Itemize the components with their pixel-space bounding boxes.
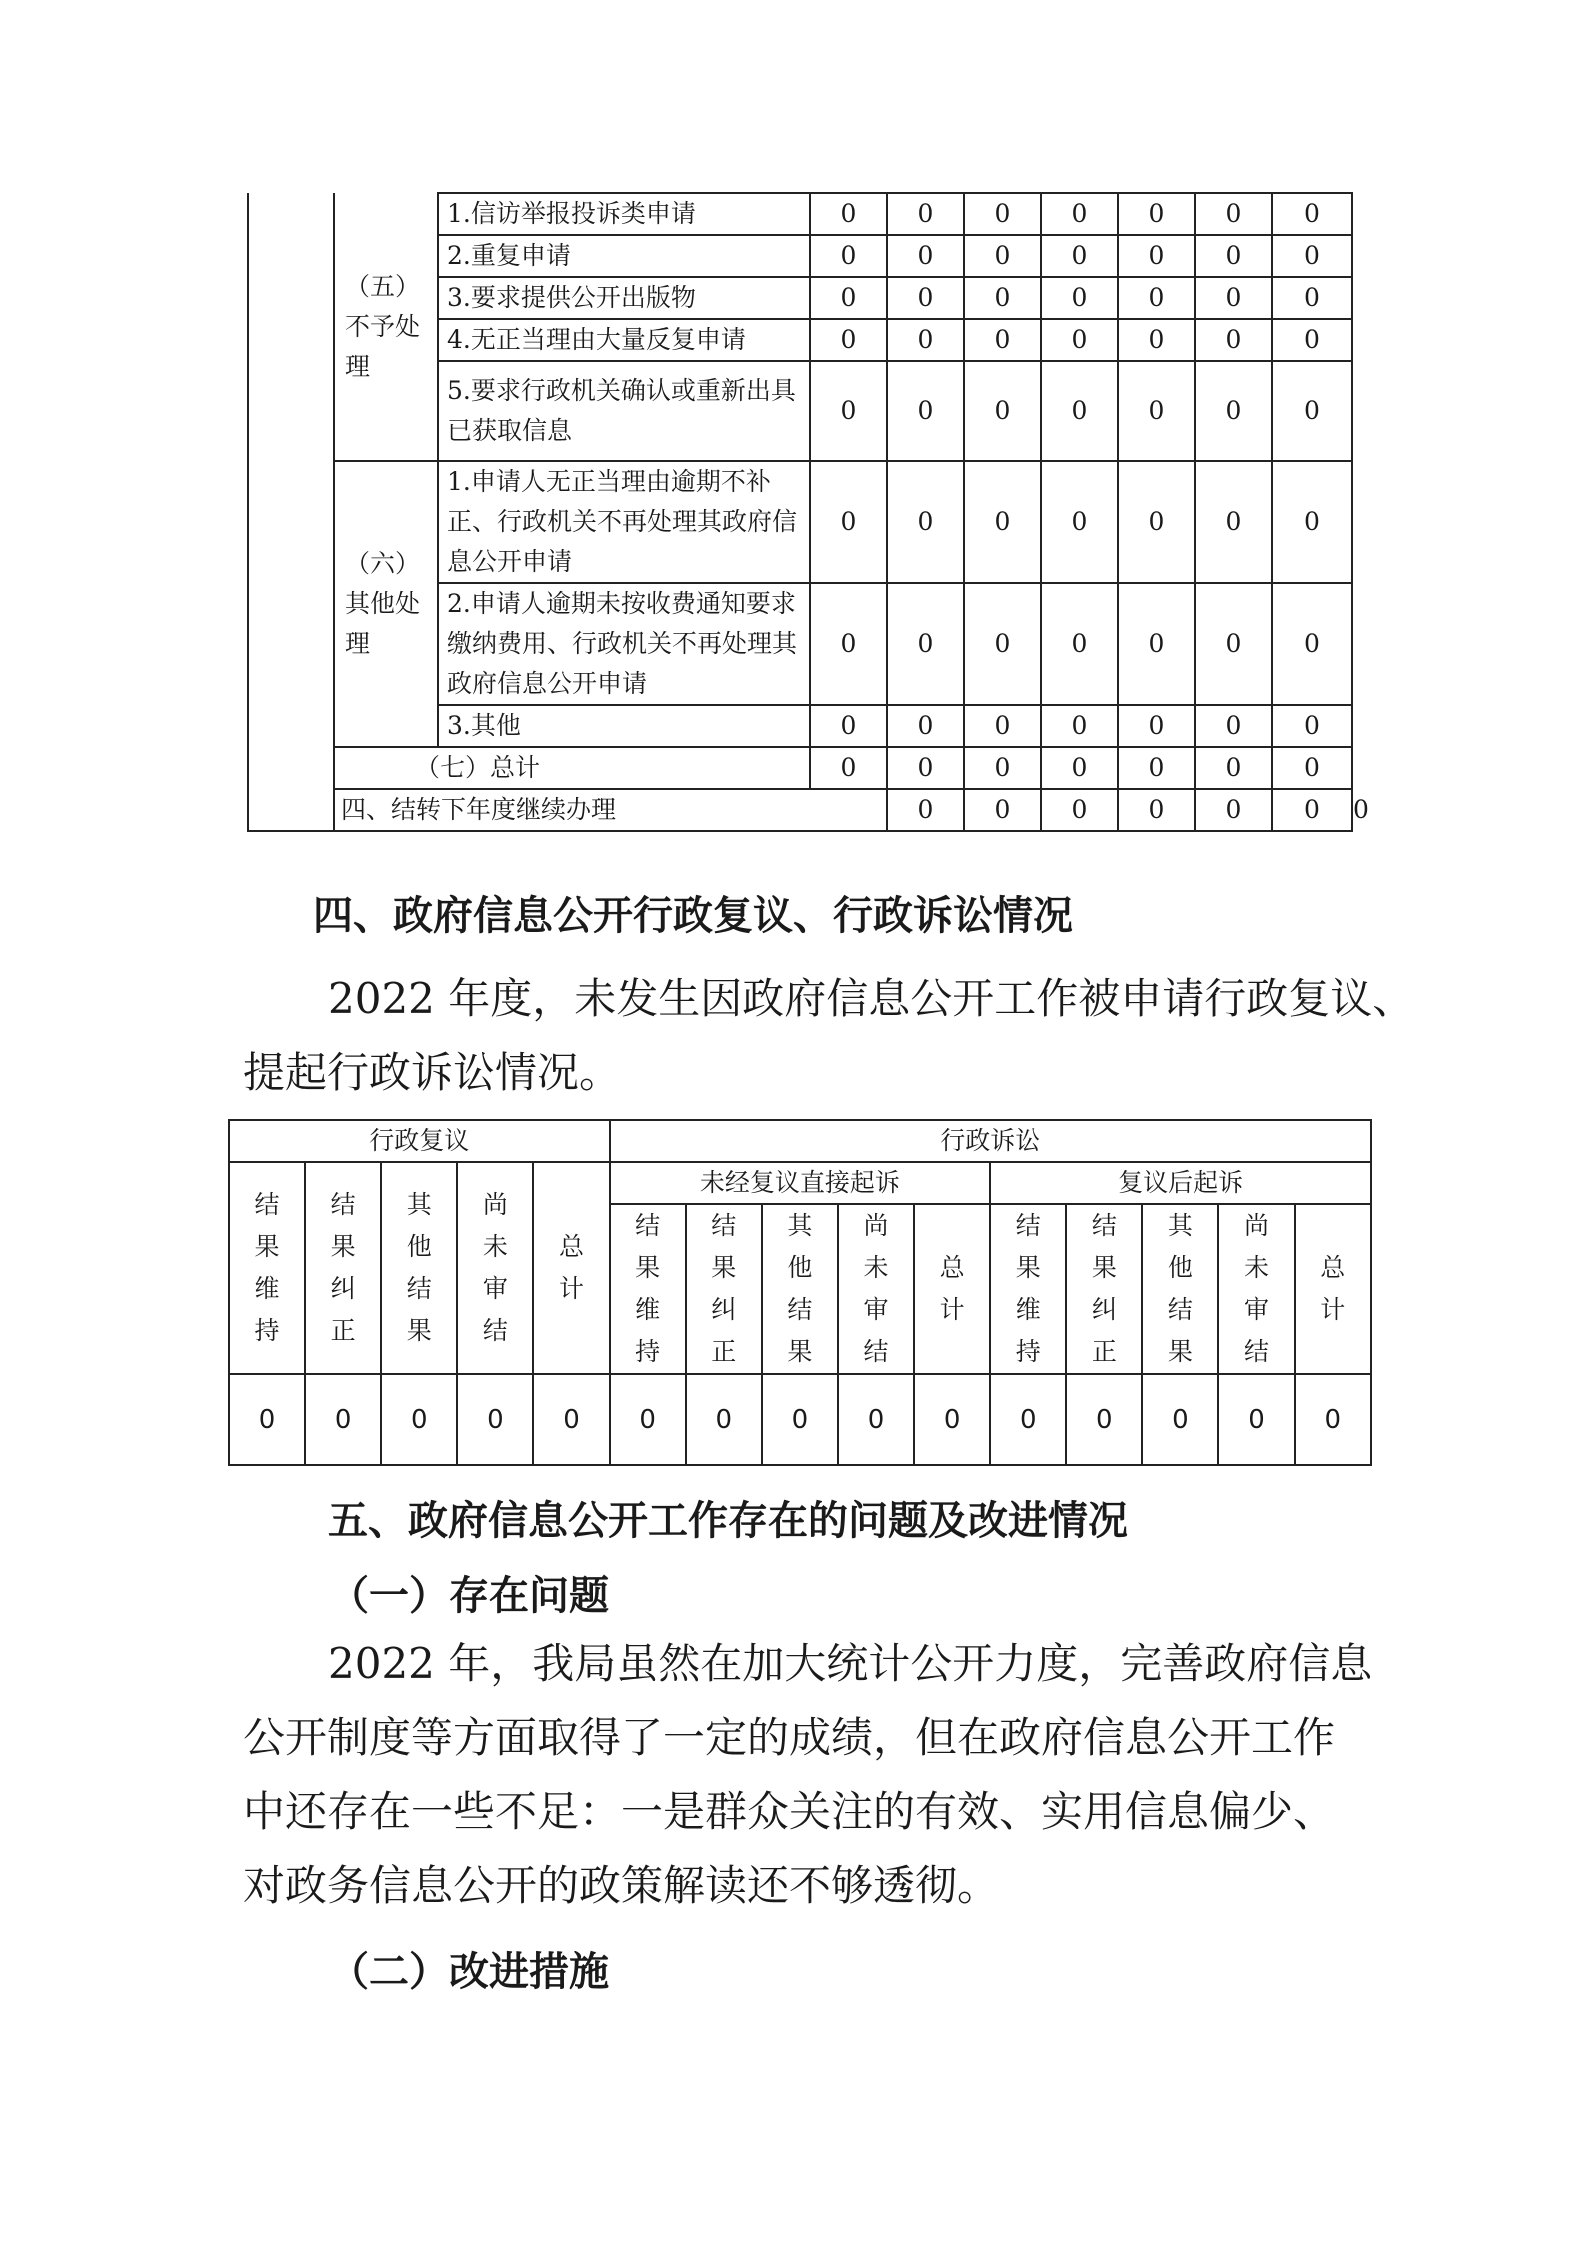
review-litigation-table bbox=[228, 1119, 1372, 1466]
value-cell: 0 bbox=[964, 705, 1041, 747]
column-header bbox=[381, 1162, 457, 1374]
column-header-char: 结 bbox=[635, 1211, 661, 1240]
value-cell: 0 bbox=[810, 461, 887, 583]
column-header-char: 总 bbox=[939, 1253, 965, 1282]
column-header-char: 结 bbox=[787, 1295, 813, 1324]
item-label: 1.信访举报投诉类申请 bbox=[438, 193, 810, 235]
section-4-heading: 四、政府信息公开行政复议、行政诉讼情况 bbox=[313, 893, 1073, 939]
item-label bbox=[438, 461, 810, 583]
column-header-char: 未 bbox=[1244, 1253, 1270, 1282]
value-cell: 0 bbox=[887, 235, 964, 277]
carry-over-label: 四、结转下年度继续办理 bbox=[334, 789, 887, 831]
value-cell: 0 bbox=[1272, 235, 1352, 277]
value-cell: 0 bbox=[1272, 319, 1352, 361]
column-header-char: 尚 bbox=[863, 1211, 889, 1240]
value-cell: 0 bbox=[457, 1374, 533, 1465]
value-cell: 0 bbox=[1195, 235, 1272, 277]
column-header-char: 计 bbox=[559, 1274, 585, 1303]
column-header-char: 果 bbox=[787, 1337, 813, 1366]
value-cell: 0 bbox=[914, 1374, 990, 1465]
column-header-char: 果 bbox=[635, 1253, 661, 1282]
value-cell: 0 bbox=[1118, 361, 1195, 461]
column-header-char: 结 bbox=[1015, 1211, 1041, 1240]
value-cell: 0 bbox=[1195, 583, 1272, 705]
value-cell: 0 bbox=[887, 705, 964, 747]
column-header-char: 果 bbox=[254, 1232, 280, 1261]
item-label bbox=[438, 361, 810, 461]
value-cell: 0 bbox=[1041, 319, 1118, 361]
table-row bbox=[248, 461, 1352, 583]
value-cell: 0 bbox=[964, 193, 1041, 235]
value-cell: 0 bbox=[964, 583, 1041, 705]
category-label-line: 其他处 bbox=[345, 589, 421, 618]
item-label-line: 2.申请人逾期未按收费通知 bbox=[447, 589, 746, 618]
header-review: 行政复议 bbox=[229, 1120, 610, 1162]
value-cell: 0 bbox=[1272, 705, 1352, 747]
para-line: 2022 年度，未发生因政府信息公开工作被申请行政复议、 bbox=[328, 974, 1415, 1023]
subheading-improvements: （二）改进措施 bbox=[329, 1949, 609, 1995]
column-header-char: 尚 bbox=[1244, 1211, 1270, 1240]
value-cell: 0 bbox=[1118, 277, 1195, 319]
item-label-line: 处理其政府信息公开申请 bbox=[447, 629, 798, 698]
subheading-problems: （一）存在问题 bbox=[329, 1573, 609, 1619]
column-header-char: 结 bbox=[1167, 1295, 1193, 1324]
para-line: 提起行政诉讼情况。 bbox=[243, 1048, 622, 1097]
value-cell: 0 bbox=[810, 705, 887, 747]
column-header bbox=[1295, 1204, 1371, 1374]
column-header bbox=[610, 1204, 686, 1374]
section-5-heading: 五、政府信息公开工作存在的问题及改进情况 bbox=[328, 1498, 1128, 1544]
value-cell: 0 bbox=[887, 361, 964, 461]
value-cell: 0 bbox=[1272, 747, 1352, 789]
column-header-char: 其 bbox=[406, 1190, 432, 1219]
category-label bbox=[334, 461, 438, 747]
column-header bbox=[762, 1204, 838, 1374]
value-cell: 0 bbox=[964, 747, 1041, 789]
value-cell: 0 bbox=[1195, 461, 1272, 583]
column-header-char: 他 bbox=[1167, 1253, 1193, 1282]
column-header bbox=[838, 1204, 914, 1374]
column-header-char: 结 bbox=[711, 1211, 737, 1240]
column-header-char: 纠 bbox=[330, 1274, 356, 1303]
value-cell: 0 bbox=[1195, 747, 1272, 789]
para-line: 对政务信息公开的政策解读还不够透彻。 bbox=[243, 1861, 1000, 1910]
column-header bbox=[990, 1204, 1066, 1374]
column-header-char: 总 bbox=[1320, 1253, 1346, 1282]
value-cell: 0 bbox=[810, 747, 887, 789]
column-header bbox=[686, 1204, 762, 1374]
column-header-char: 结 bbox=[254, 1190, 280, 1219]
item-label-line: 要求缴纳费用、行政机关不再 bbox=[447, 589, 796, 658]
column-header-char: 结 bbox=[330, 1190, 356, 1219]
column-header-char: 果 bbox=[330, 1232, 356, 1261]
total-label: （七）总计 bbox=[334, 747, 810, 789]
column-header-char: 结 bbox=[1244, 1337, 1270, 1366]
value-cell: 0 bbox=[1041, 747, 1118, 789]
column-header-char: 维 bbox=[635, 1295, 661, 1324]
processing-results-table bbox=[247, 192, 1369, 832]
value-cell: 0 bbox=[1195, 193, 1272, 235]
value-cell: 0 bbox=[1272, 361, 1352, 461]
value-cell: 0 bbox=[1118, 193, 1195, 235]
value-cell: 0 bbox=[610, 1374, 686, 1465]
value-cell: 0 bbox=[1272, 193, 1352, 235]
column-header-char: 持 bbox=[254, 1316, 280, 1345]
value-cell: 0 bbox=[964, 277, 1041, 319]
header-direct-suit: 未经复议直接起诉 bbox=[610, 1162, 991, 1204]
column-header-char: 审 bbox=[482, 1274, 508, 1303]
value-cell: 0 bbox=[810, 277, 887, 319]
value-cell: 0 bbox=[1195, 361, 1272, 461]
column-header-char: 果 bbox=[1015, 1253, 1041, 1282]
column-header-char: 未 bbox=[482, 1232, 508, 1261]
value-cell: 0 bbox=[1218, 1374, 1294, 1465]
value-cell: 0 bbox=[1041, 235, 1118, 277]
category-label-line: 不予处 bbox=[345, 311, 421, 341]
item-label-line: 5.要求行政机关确认或重新 bbox=[447, 376, 746, 405]
value-cell: 0 bbox=[1118, 235, 1195, 277]
section-4-paragraph bbox=[243, 962, 1493, 1110]
column-header-char: 计 bbox=[939, 1295, 965, 1324]
item-label bbox=[438, 583, 810, 705]
value-cell: 0 bbox=[810, 193, 887, 235]
para-line: 公开制度等方面取得了一定的成绩，但在政府信息公开工作 bbox=[243, 1713, 1336, 1762]
column-header-char: 尚 bbox=[482, 1190, 508, 1219]
column-header bbox=[533, 1162, 609, 1374]
value-cell: 0 bbox=[1195, 319, 1272, 361]
column-header-char: 果 bbox=[1167, 1337, 1193, 1366]
value-cell: 0 bbox=[964, 789, 1041, 831]
value-cell: 0 bbox=[1272, 277, 1352, 319]
column-header-char: 总 bbox=[559, 1232, 585, 1261]
column-header-char: 维 bbox=[1015, 1295, 1041, 1324]
value-cell: 0 bbox=[990, 1374, 1066, 1465]
column-header-char: 其 bbox=[1167, 1211, 1193, 1240]
value-cell: 0 bbox=[1295, 1374, 1371, 1465]
table-row bbox=[248, 747, 1352, 789]
value-cell: 0 bbox=[1272, 461, 1352, 583]
header-suit-after-review: 复议后起诉 bbox=[990, 1162, 1371, 1204]
value-cell: 0 bbox=[887, 789, 964, 831]
para-line: 中还存在一些不足：一是群众关注的有效、实用信息偏少、 bbox=[243, 1787, 1336, 1836]
value-cell: 0 bbox=[305, 1374, 381, 1465]
value-cell: 0 bbox=[1195, 705, 1272, 747]
column-header-char: 正 bbox=[711, 1337, 737, 1366]
item-label: 4.无正当理由大量反复申请 bbox=[438, 319, 810, 361]
table-row: 四、结转下年度继续办理 0 0 0 0 0 0 0 bbox=[248, 789, 1352, 831]
column-header bbox=[1066, 1204, 1142, 1374]
section-5-paragraph bbox=[243, 1627, 1493, 1923]
outer-blank-cell bbox=[248, 193, 334, 831]
column-header-char: 结 bbox=[863, 1337, 889, 1366]
item-label: 2.重复申请 bbox=[438, 235, 810, 277]
value-cell: 0 bbox=[1041, 583, 1118, 705]
column-header-char: 其 bbox=[787, 1211, 813, 1240]
column-header-char: 未 bbox=[863, 1253, 889, 1282]
column-header bbox=[914, 1204, 990, 1374]
column-header bbox=[1142, 1204, 1218, 1374]
table-header-row bbox=[229, 1120, 1371, 1162]
category-label bbox=[334, 193, 438, 461]
item-label-line: 府信息公开申请 bbox=[447, 507, 798, 576]
value-cell: 0 bbox=[1195, 277, 1272, 319]
para-line: 2022 年，我局虽然在加大统计公开力度，完善政府信息 bbox=[328, 1639, 1373, 1688]
value-cell: 0 bbox=[381, 1374, 457, 1465]
column-header-char: 审 bbox=[863, 1295, 889, 1324]
value-cell: 0 bbox=[887, 319, 964, 361]
item-label-line: 1.申请人无正当理由逾期不 bbox=[447, 467, 746, 496]
column-header-char: 正 bbox=[1091, 1337, 1117, 1366]
column-header bbox=[1218, 1204, 1294, 1374]
value-cell: 0 bbox=[810, 361, 887, 461]
column-header-char: 纠 bbox=[711, 1295, 737, 1324]
column-header-char: 果 bbox=[711, 1253, 737, 1282]
value-cell: 0 bbox=[810, 319, 887, 361]
table-header-row bbox=[229, 1162, 1371, 1204]
column-header-char: 维 bbox=[254, 1274, 280, 1303]
value-cell: 0 bbox=[1118, 583, 1195, 705]
column-header bbox=[229, 1162, 305, 1374]
value-cell: 0 bbox=[1118, 705, 1195, 747]
value-cell: 0 bbox=[229, 1374, 305, 1465]
value-cell: 0 bbox=[1041, 277, 1118, 319]
value-cell: 0 bbox=[838, 1374, 914, 1465]
value-cell: 0 bbox=[887, 193, 964, 235]
column-header-char: 审 bbox=[1244, 1295, 1270, 1324]
value-cell: 0 bbox=[1118, 789, 1195, 831]
value-cell: 0 bbox=[1142, 1374, 1218, 1465]
value-cell: 0 bbox=[1041, 705, 1118, 747]
column-header-char: 结 bbox=[1091, 1211, 1117, 1240]
value-cell: 0 bbox=[1041, 789, 1118, 831]
value-cell: 0 bbox=[810, 583, 887, 705]
value-cell: 0 bbox=[810, 235, 887, 277]
column-header-char: 计 bbox=[1320, 1295, 1346, 1324]
column-header-char: 果 bbox=[1091, 1253, 1117, 1282]
value-cell: 0 bbox=[1118, 747, 1195, 789]
item-label-line: 出具已获取信息 bbox=[447, 376, 796, 445]
value-cell: 0 bbox=[964, 319, 1041, 361]
column-header-char: 他 bbox=[787, 1253, 813, 1282]
value-cell: 0 bbox=[887, 747, 964, 789]
column-header-char: 正 bbox=[330, 1316, 356, 1345]
category-label-line: 理 bbox=[345, 629, 371, 658]
value-cell: 0 bbox=[1041, 361, 1118, 461]
value-cell: 0 bbox=[686, 1374, 762, 1465]
value-cell: 0 bbox=[533, 1374, 609, 1465]
column-header-char: 持 bbox=[635, 1337, 661, 1366]
value-cell: 0 bbox=[1272, 789, 1352, 831]
value-cell: 0 bbox=[1272, 583, 1352, 705]
category-label-line: （五） bbox=[345, 271, 421, 301]
column-header-char: 果 bbox=[406, 1316, 432, 1345]
item-label: 3.要求提供公开出版物 bbox=[438, 277, 810, 319]
value-cell: 0 bbox=[964, 461, 1041, 583]
column-header-char: 纠 bbox=[1091, 1295, 1117, 1324]
value-cell: 0 bbox=[964, 235, 1041, 277]
header-litigation: 行政诉讼 bbox=[610, 1120, 1371, 1162]
column-header-char: 结 bbox=[482, 1316, 508, 1345]
value-cell: 0 bbox=[762, 1374, 838, 1465]
value-cell: 0 bbox=[887, 583, 964, 705]
table-row bbox=[248, 193, 1352, 235]
column-header bbox=[305, 1162, 381, 1374]
table-row bbox=[229, 1374, 1371, 1465]
column-header-char: 他 bbox=[406, 1232, 432, 1261]
value-cell: 0 bbox=[887, 461, 964, 583]
value-cell: 0 bbox=[1041, 461, 1118, 583]
value-cell: 0 bbox=[1118, 319, 1195, 361]
value-cell: 0 bbox=[964, 361, 1041, 461]
item-label: 3.其他 bbox=[438, 705, 810, 747]
category-label-line: （六） bbox=[345, 549, 421, 578]
value-cell: 0 bbox=[1041, 193, 1118, 235]
category-label-line: 理 bbox=[345, 351, 371, 381]
value-cell: 0 bbox=[1066, 1374, 1142, 1465]
value-cell: 0 bbox=[1195, 789, 1272, 831]
item-label-line: 补正、行政机关不再处理其政 bbox=[447, 467, 771, 536]
column-header-char: 结 bbox=[406, 1274, 432, 1303]
value-cell: 0 bbox=[887, 277, 964, 319]
value-cell: 0 bbox=[1118, 461, 1195, 583]
column-header bbox=[457, 1162, 533, 1374]
column-header-char: 持 bbox=[1015, 1337, 1041, 1366]
